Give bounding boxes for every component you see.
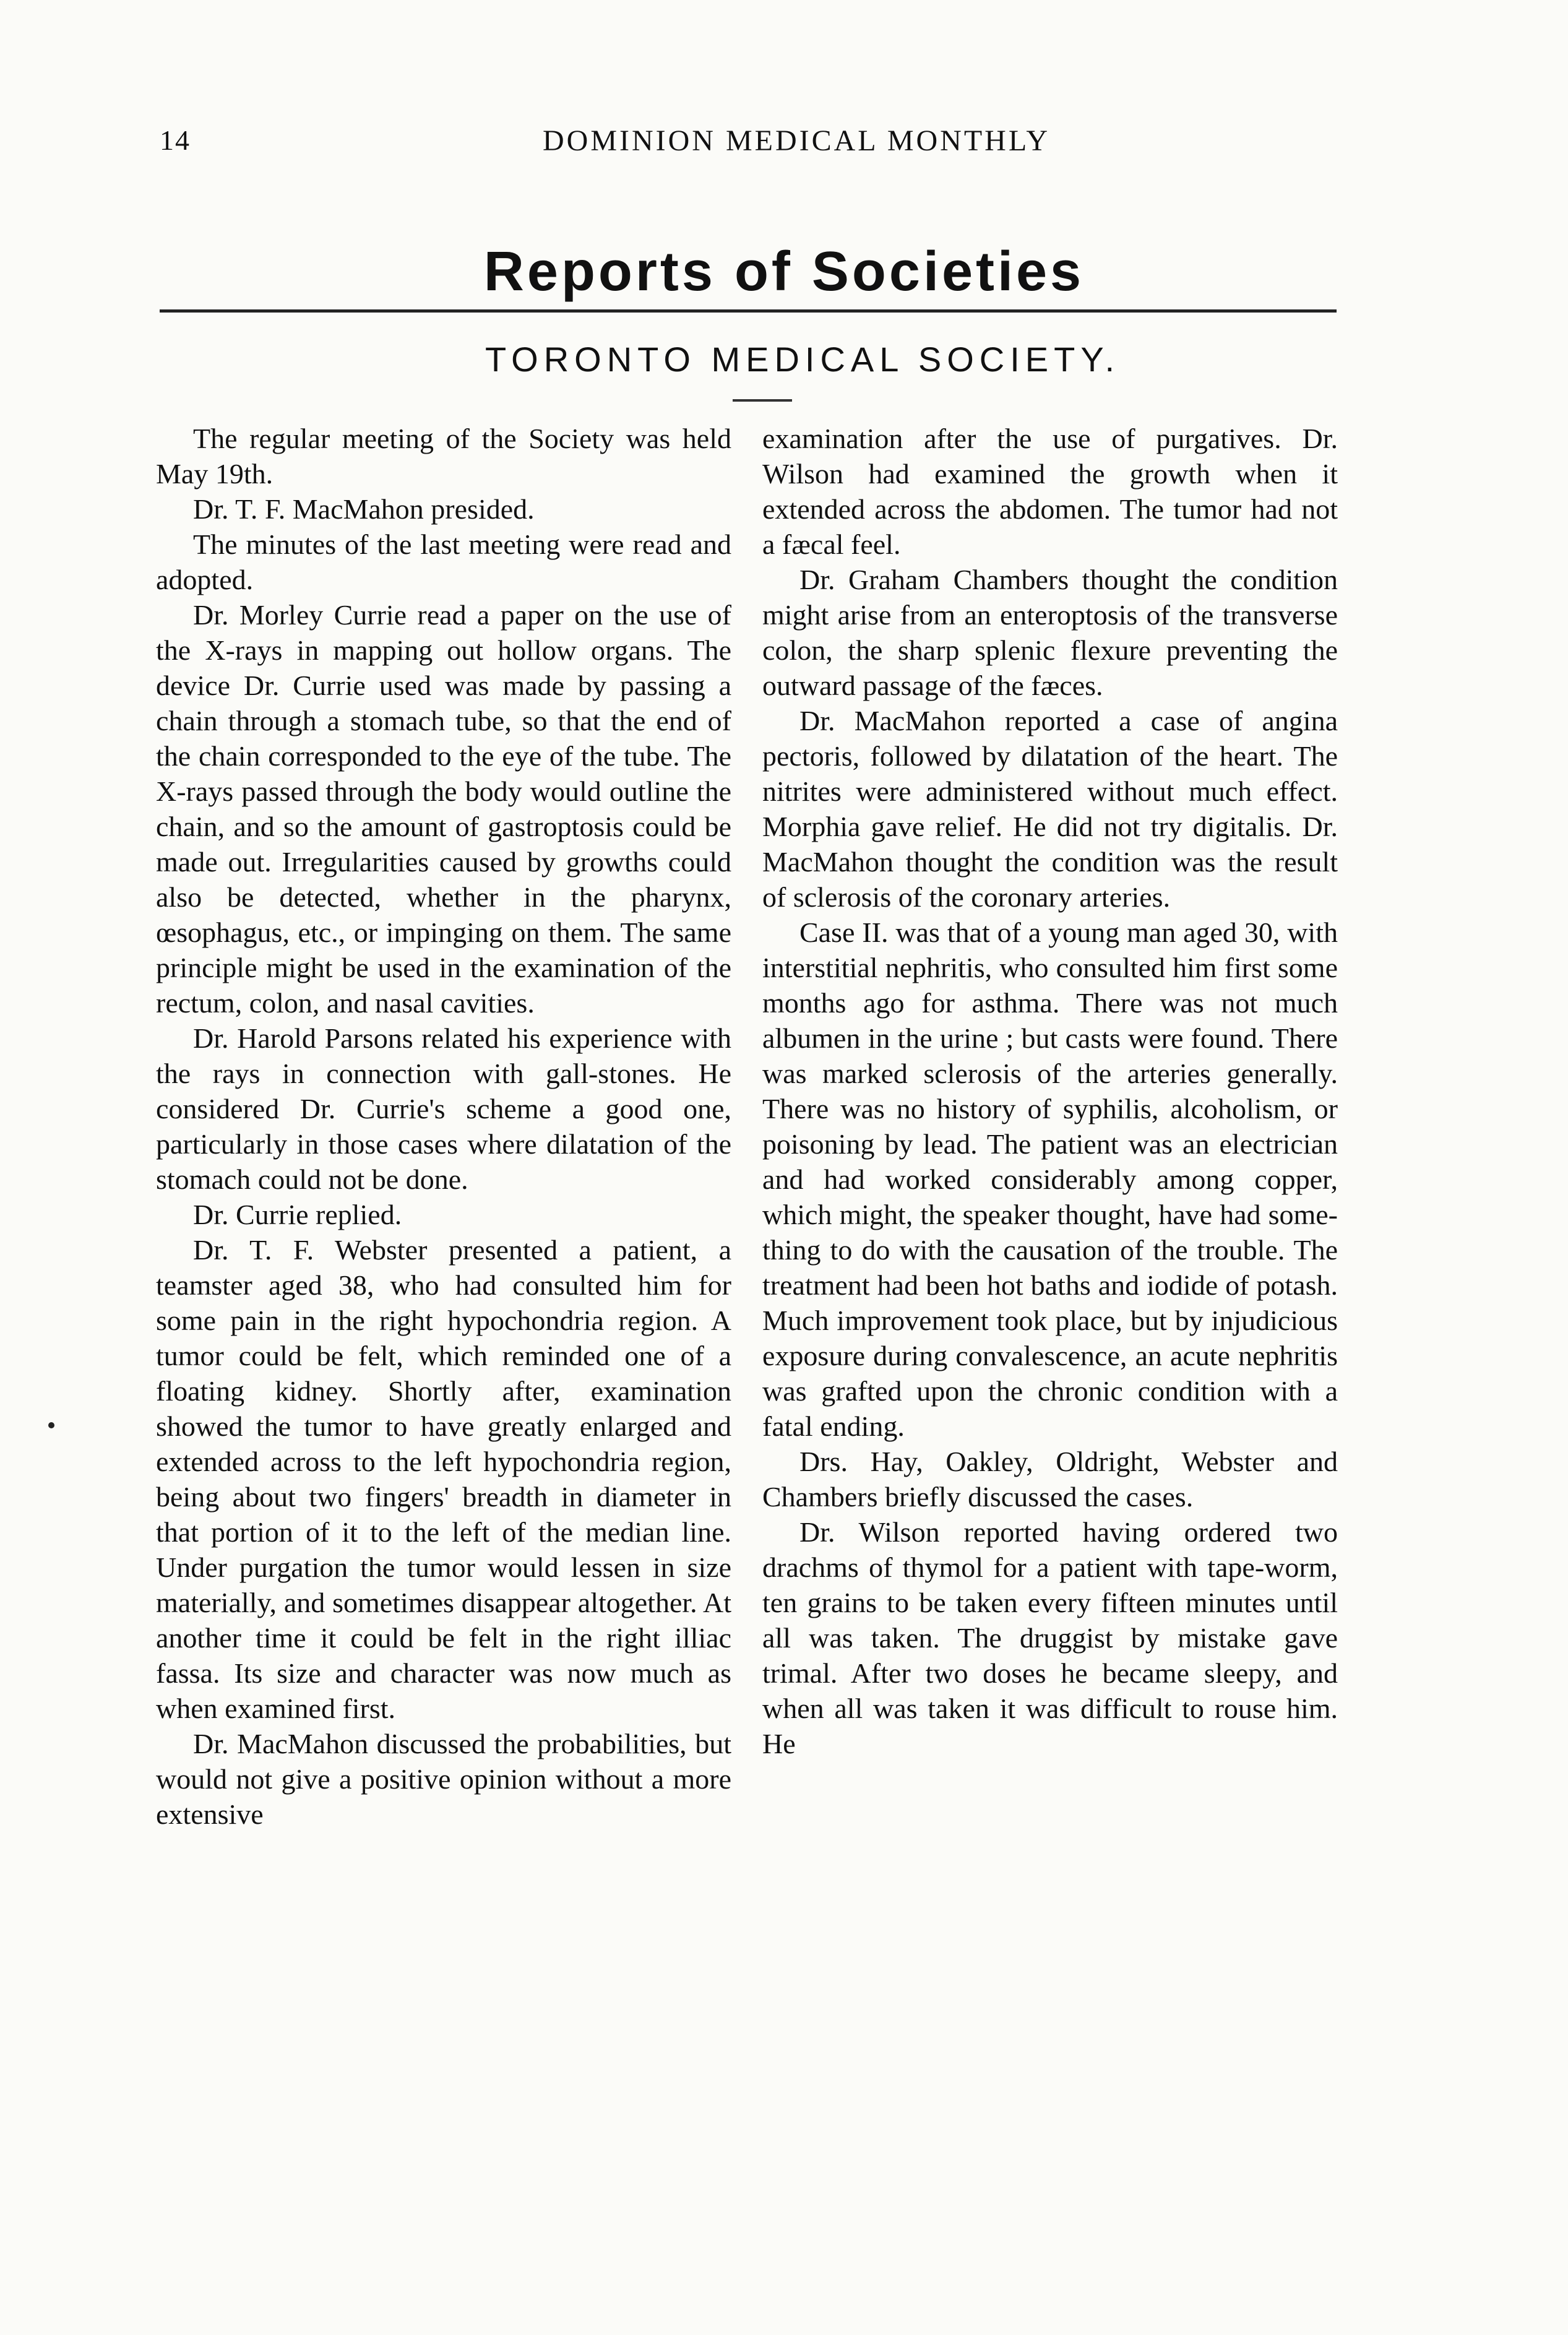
paragraph: Dr. Graham Chambers thought the condition might arise from an enteroptosis of the transverse colon, the sharp splenic flexure preventing the outward passage of the fæces. [762,564,1338,701]
paragraph: Dr. Morley Currie read a paper on the use of the X-rays in mapping out hollow organs. The device Dr. Currie used was made by passing a chain through a stomach tube, so that the end of the chain corresponded to the eye of the tube. The X-rays passed through the body would outline the chain, and so the amount of gastroptosis could be made out. Irregularities caused by growths could also be detected, whether in the pharynx, œsophagus, etc., or impinging on them. The same principle might be used in the examination of the rectum, colon, and nasal cavities. [156,599,731,1019]
paragraph: The minutes of the last meeting were read and adopted. [156,529,731,595]
paragraph: Dr. Wilson reported having ordered two drachms of thymol for a patient with tape-worm, ten grains to be taken every fifteen minutes until all was taken. The druggist by mistake gave trimal. After two doses he became sleepy, and when all was taken it was difficult to rouse him. He [762,1516,1338,1759]
paragraph: The regular meeting of the Society was held May 19th. [156,423,731,490]
paragraph: Dr. Currie replied. [193,1199,402,1230]
paragraph: Dr. T. F. Webster presented a patient, a teamster aged 38, who had consulted him for some pain in the right hypochondria region. A tumor could be felt, which reminded one of a floating kidney. Shortly after, examination showed the tumor to have greatly enlarged and extended across to the left hypochondria region, being about two fingers' breadth in diameter in that portion of it to the left of the median line. Under purgation the tumor would lessen in size materially, and sometimes disappear altogether. At another time it could be felt in the right illiac fassa. Its size and character was now much as when examined first. [156,1234,731,1724]
paragraph: Drs. Hay, Oakley, Oldright, Webster and Chambers briefly discussed the cases. [762,1446,1338,1513]
title-rule [160,309,1337,313]
margin-mark [48,1422,54,1428]
subtitle-rule [733,399,792,402]
society-title: TORONTO MEDICAL SOCIETY. [485,340,1121,379]
paragraph: Dr. T. F. MacMahon presided. [193,493,535,525]
paragraph: Dr. MacMahon reported a case of angina pectoris, followed by dilatation of the heart. The nitrites were administered without much effect. Morphia gave relief. He did not try digitalis. Dr. MacMahon thought the condition was the result of sclerosis of the coronary arteries. [762,705,1338,913]
left-column [156,421,731,1832]
right-column [762,421,1338,1761]
paragraph: examination after the use of purgatives. Dr. Wilson had examined the growth when it extended across the abdomen. The tumor had not a fæcal feel. [762,423,1338,560]
page-number: 14 [160,124,191,156]
section-title: Reports of Societies [483,241,1085,303]
paragraph: Dr. Harold Parsons related his experience with the rays in connection with gall-stones. He considered Dr. Currie's scheme a good one, particularly in those cases where dilatation of the stomach could not be done. [156,1022,731,1195]
paragraph: Case II. was that of a young man aged 30, with interstitial nephritis, who consulted him first some months ago for asthma. There was not much albumen in the urine ; but casts were found. There was marked sclerosis of the arteries generally. There was no history of syphilis, alcoholism, or poisoning by lead. The patient was an electrician and had worked considerably among copper, which might, the speaker thought, have had something to do with the causation of the trouble. The treatment had been hot baths and iodide of potash. Much improvement took place, but by injudicious exposure during convalescence, an acute nephritis was grafted upon the chronic condition with a fatal ending. [762,917,1338,1442]
running-head: DOMINION MEDICAL MONTHLY [542,124,1050,157]
paragraph: Dr. MacMahon discussed the probabilities, but would not give a positive opinion without a more extensive [156,1728,731,1830]
